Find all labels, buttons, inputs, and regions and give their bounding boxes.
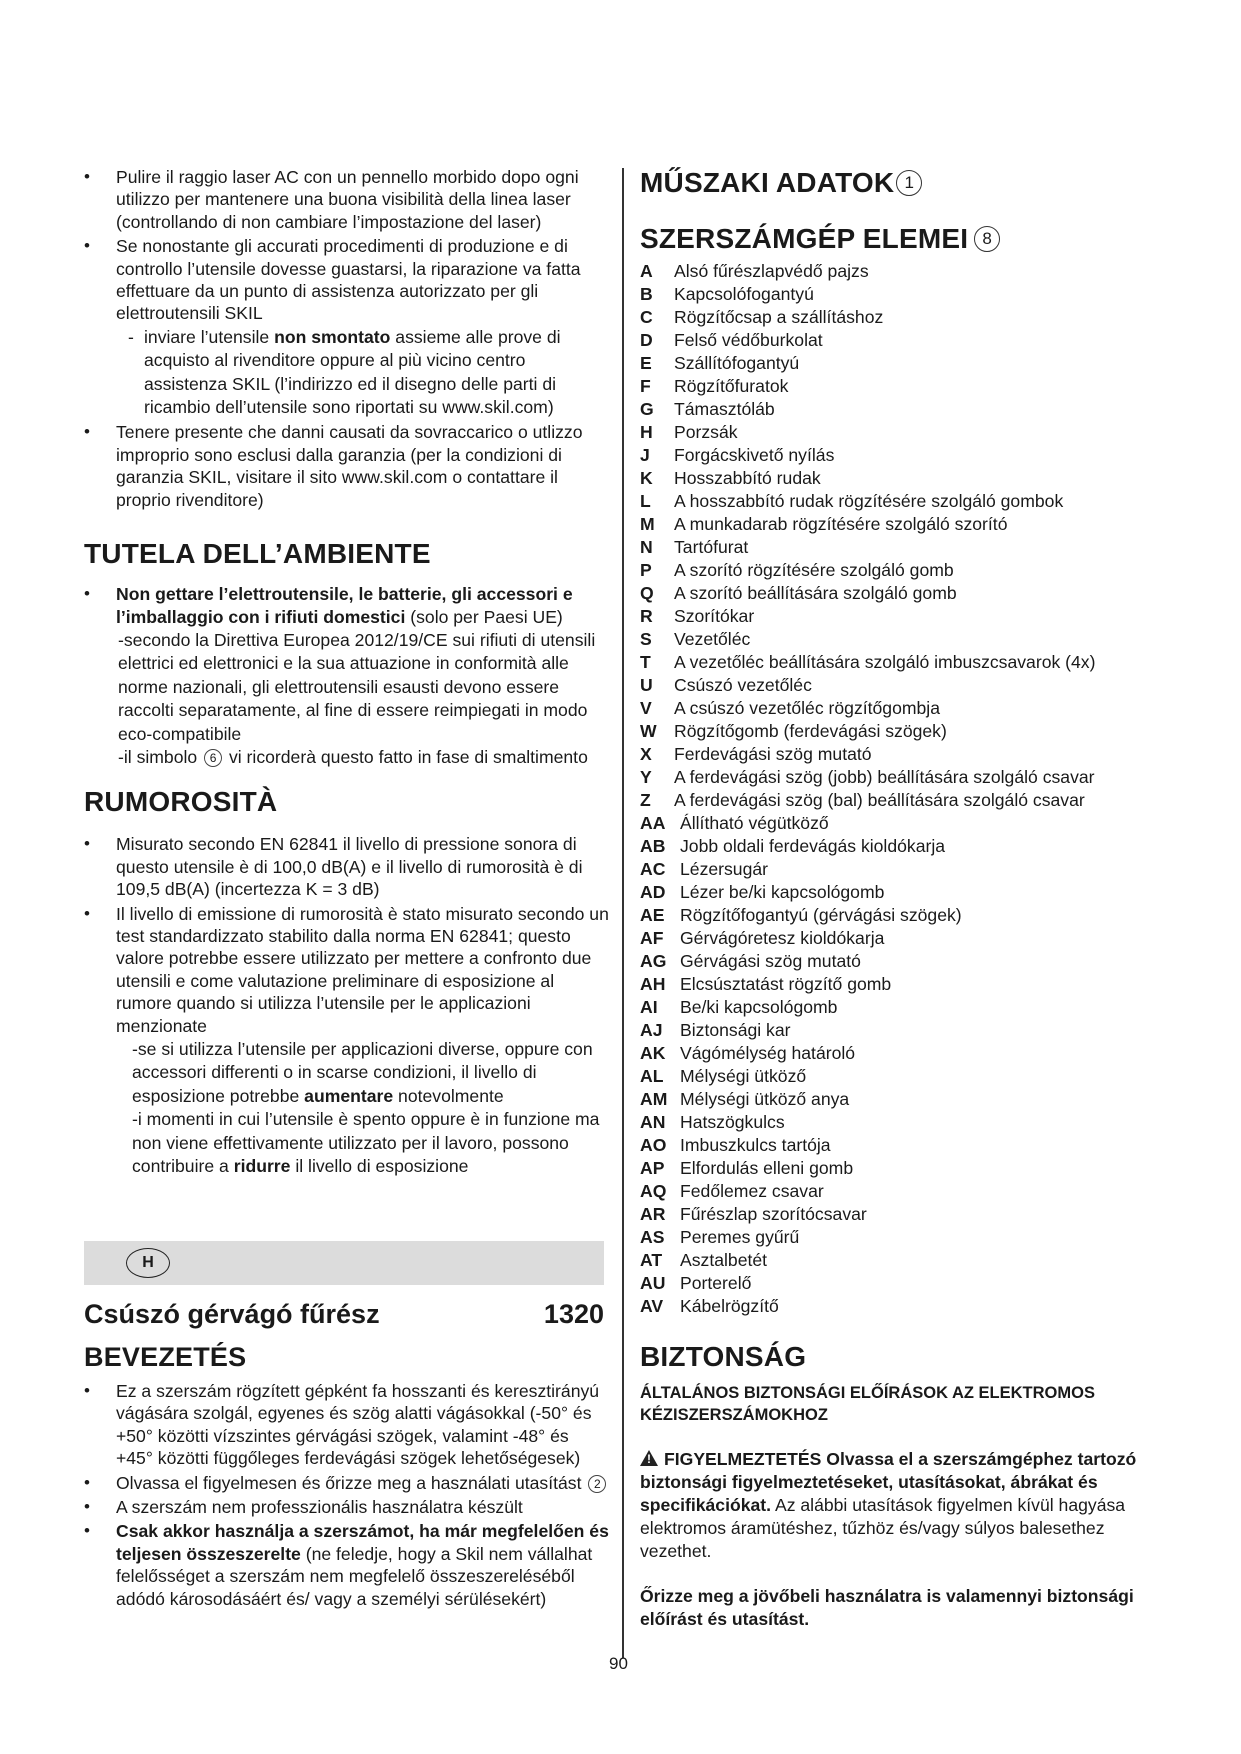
part-code: AH [640,974,666,994]
safety-keep-instructions: Őrizze meg a jövőbeli használatra is valamennyi biztonsági előírást és utasítást. [640,1586,1134,1629]
part-item [640,1203,1160,1226]
part-item [640,1065,1160,1088]
part-label: Vezetőléc [674,629,751,649]
part-item [640,1157,1160,1180]
part-code: N [640,537,653,557]
safety-warning: !FIGYELMEZTETÉS Olvassa el a szerszámgéphez tartozó biztonsági figyelmeztetéseket, utasításokat, ábrákat és specifikációkat. Az alábbi utasítások figyelmen kívül hagyása elektromos áramütéshez, tűzhöz és/vagy súlyos balesethez vezethet. [640,1448,1160,1563]
part-label: Rögzítőgomb (ferdevágási szögek) [674,721,947,741]
list-item: • Se nonostante gli accurati procedimenti di produzione e di controllo l’utensile dovesse guastarsi, la riparazione va fatta effettuare da un punto di assistenza autorizzato per gli elettroutensili SKIL - inviare l’utensile non smontato assieme alle prove di acquisto al rivenditore oppure al più vicino centro assistenza SKIL (l’indirizzo ed il disegno delle parti di ricambio dell’utensile sono riportati su www.skil.com) [84,235,609,419]
language-code-badge: H [126,1248,170,1278]
part-label: Rögzítőfuratok [674,376,789,396]
part-code: R [640,606,653,626]
part-code: AI [640,997,658,1017]
part-label: Ferdevágási szög mutató [674,744,872,764]
maintenance-list [84,166,609,511]
intro-list [84,1380,609,1610]
part-item [640,628,1160,651]
part-item [640,398,1160,421]
part-item [640,444,1160,467]
part-code: L [640,491,651,511]
part-item [640,421,1160,444]
safety-subtitle: ÁLTALÁNOS BIZTONSÁGI ELŐÍRÁSOK AZ ELEKTROMOS KÉZISZERSZÁMOKHOZ [640,1384,1095,1424]
part-item [640,651,1160,674]
part-label: Tartófurat [674,537,749,557]
part-item [640,996,1160,1019]
part-code: AU [640,1273,666,1293]
part-label: Elfordulás elleni gomb [680,1158,854,1178]
part-label: A ferdevágási szög (bal) beállítására szolgáló csavar [674,790,1085,810]
part-item [640,1134,1160,1157]
part-item [640,329,1160,352]
part-item [640,858,1160,881]
part-code: H [640,422,653,442]
part-label: Hatszögkulcs [680,1112,785,1132]
part-code: T [640,652,651,672]
section-title-environment: TUTELA DELL’AMBIENTE [84,538,431,570]
part-code: AF [640,928,664,948]
part-label: A szorító beállítására szolgáló gomb [674,583,957,603]
right-column [640,166,1160,1631]
part-item [640,1226,1160,1249]
part-code: AB [640,836,666,856]
part-item [640,306,1160,329]
part-item [640,697,1160,720]
part-code: A [640,261,653,281]
part-item [640,743,1160,766]
list-item: • Csak akkor használja a szerszámot, ha már megfelelően és teljesen összeszerelte (ne feledje, hogy a Skil nem vállalhat felelősséget a szerszám nem megfelelő összeszereléséből adódó károsodásáért és/ vagy a személyi sérülésekért) [84,1520,609,1610]
part-item [640,260,1160,283]
part-code: AP [640,1158,665,1178]
part-item [640,720,1160,743]
part-code: C [640,307,653,327]
part-code: AM [640,1089,668,1109]
section-title-safety: BIZTONSÁG [640,1341,807,1372]
part-label: Gérvágóretesz kioldókarja [680,928,885,948]
section-title-parts: SZERSZÁMGÉP ELEMEI 8 [640,222,1160,256]
part-label: A hosszabbító rudak rögzítésére szolgáló gombok [674,491,1064,511]
part-label: Lézersugár [680,859,769,879]
part-item [640,766,1160,789]
part-label: Szorítókar [674,606,755,626]
part-item [640,490,1160,513]
part-label: Vágómélység határoló [680,1043,856,1063]
parts-list [640,260,1160,1318]
part-label: Fűrészlap szorítócsavar [680,1204,867,1224]
part-code: AL [640,1066,664,1086]
part-code: J [640,445,650,465]
part-label: Csúszó vezetőléc [674,675,812,695]
part-item [640,582,1160,605]
list-item: • Ez a szerszám rögzített gépként fa hosszanti és keresztirányú vágására szolgál, egyenes és szög alatti vágásokkal (-50° és +50° közötti vízszintes gérvágási szögek, valamint -48° és +45° közötti függőleges ferdevágási szögek lehetőségesek) [84,1380,609,1470]
sub-list-item: -secondo la Direttiva Europea 2012/19/CE sui rifiuti di utensili elettrici ed elettronici e la sua attuazione in conformità alle norme nazionali, gli elettroutensili esausti devono essere raccolti separatamente, al fine di essere reimpiegati in modo eco-compatibile [118,629,596,744]
part-code: AA [640,813,666,833]
product-name: Csúszó gérvágó fűrész [84,1299,380,1329]
part-item [640,927,1160,950]
part-code: AJ [640,1020,663,1040]
part-item [640,1272,1160,1295]
section-title-intro: BEVEZETÉS [84,1342,247,1372]
part-code: AO [640,1135,667,1155]
part-item [640,605,1160,628]
part-label: Forgácskivető nyílás [674,445,835,465]
list-item: • Il livello di emissione di rumorosità è stato misurato secondo un test standardizzato stabilito dalla norma EN 62841; questo valore potrebbe essere utilizzato per mettere a confronto due utensili e come valutazione preliminare di esposizione al rumore quando si utilizza l’utensile per le applicazioni menzionate -se si utilizza l’utensile per applicazioni diverse, oppure con accessori differenti o in scarse condizioni, il livello di esposizione potrebbe aumentare notevolmente -i momenti in cui l’utensile è spento oppure è in funzione ma non viene effettivamente utilizzato per il lavoro, possono contribuire a ridurre il livello di esposizione [84,903,609,1179]
list-item: • A szerszám nem professzionális használatra készült [84,1496,609,1518]
part-item [640,973,1160,996]
list-item: • Pulire il raggio laser AC con un pennello morbido dopo ogni utilizzo per mantenere una buona visibilità della linea laser (controllando di non cambiare l’impostazione del laser) [84,166,609,233]
part-label: A csúszó vezetőléc rögzítőgombja [674,698,941,718]
part-code: B [640,284,653,304]
part-item [640,1042,1160,1065]
part-label: Hosszabbító rudak [674,468,821,488]
language-bar [84,1241,604,1285]
figure-reference: 2 [588,1475,606,1493]
part-item [640,513,1160,536]
part-code: AE [640,905,665,925]
part-code: P [640,560,652,580]
part-label: Imbuszkulcs tartója [680,1135,831,1155]
part-label: Rögzítőfogantyú (gérvágási szögek) [680,905,962,925]
part-label: Szállítófogantyú [674,353,800,373]
part-code: F [640,376,651,396]
part-code: W [640,721,657,741]
list-item: • Misurato secondo EN 62841 il livello di pressione sonora di questo utensile è di 100,0 dB(A) e il livello di rumorosità è di 109,5 dB(A) (incertezza K = 3 dB) [84,833,609,900]
part-code: AS [640,1227,665,1247]
part-label: Be/ki kapcsológomb [680,997,838,1017]
part-code: AG [640,951,667,971]
part-label: Kábelrögzítő [680,1296,779,1316]
column-divider [622,168,624,1658]
part-code: AK [640,1043,666,1063]
sub-list [116,1038,609,1178]
part-code: AC [640,859,666,879]
part-item [640,950,1160,973]
part-label: Mélységi ütköző [680,1066,807,1086]
part-label: Jobb oldali ferdevágás kioldókarja [680,836,946,856]
sub-list-item: -i momenti in cui l’utensile è spento oppure è in funzione ma non viene effettivamente utilizzato per il lavoro, possono contribuire a ridurre il livello di esposizione [132,1109,600,1177]
part-label: Peremes gyűrű [680,1227,800,1247]
part-label: A ferdevágási szög (jobb) beállítására szolgáló csavar [674,767,1095,787]
part-label: Felső védőburkolat [674,330,823,350]
part-item [640,881,1160,904]
part-item [640,1295,1160,1318]
part-item [640,1019,1160,1042]
sub-list [116,326,609,420]
part-label: Biztonsági kar [680,1020,791,1040]
figure-reference: 6 [204,749,222,767]
part-label: A szorító rögzítésére szolgáló gomb [674,560,954,580]
section-title-tech-data: MŰSZAKI ADATOK 1 [640,166,1160,200]
part-item [640,812,1160,835]
part-item [640,1088,1160,1111]
part-item [640,536,1160,559]
part-label: Rögzítőcsap a szállításhoz [674,307,884,327]
part-label: Lézer be/ki kapcsológomb [680,882,885,902]
part-item [640,674,1160,697]
part-code: K [640,468,653,488]
product-title [84,1298,604,1330]
part-code: Q [640,583,654,603]
part-code: G [640,399,654,419]
part-label: Fedőlemez csavar [680,1181,824,1201]
part-item [640,835,1160,858]
part-code: M [640,514,655,534]
figure-reference: 8 [974,226,1000,252]
part-code: X [640,744,652,764]
page-number: 90 [609,1654,628,1673]
list-item: • Olvassa el figyelmesen és őrizze meg a használati utasítást 2 [84,1472,609,1494]
part-item [640,559,1160,582]
warning-icon [640,1450,658,1466]
figure-reference: 1 [896,170,922,196]
part-code: Z [640,790,651,810]
noise-list [84,833,609,1178]
part-item [640,1111,1160,1134]
intro-section [84,1340,609,1612]
list-item: • Tenere presente che danni causati da sovraccarico o utlizzo improprio sono esclusi dalla garanzia (per la condizioni di garanzia SKIL, visitare il sito www.skil.com o contattare il proprio rivenditore) [84,421,609,511]
part-code: AR [640,1204,666,1224]
left-column [84,166,609,1180]
part-label: Asztalbetét [680,1250,768,1270]
part-code: Y [640,767,652,787]
sub-list-item: -se si utilizza l’utensile per applicazioni diverse, oppure con accessori differenti o in scarse condizioni, il livello di esposizione potrebbe aumentare notevolmente [132,1039,593,1106]
sub-list-item: -il simbolo 6 vi ricorderà questo fatto in fase di smaltimento [118,746,588,767]
part-item [640,904,1160,927]
product-number: 1320 [543,1299,604,1329]
part-item [640,375,1160,398]
part-code: V [640,698,652,718]
part-code: AV [640,1296,664,1316]
part-code: U [640,675,653,695]
part-label: Elcsúsztatást rögzítő gomb [680,974,892,994]
part-code: AD [640,882,666,902]
part-code: S [640,629,652,649]
part-item [640,789,1160,812]
part-code: E [640,353,652,373]
part-label: A vezetőléc beállítására szolgáló imbuszcsavarok (4x) [674,652,1096,672]
part-label: Gérvágási szög mutató [680,951,861,971]
part-code: D [640,330,653,350]
part-label: Porterelő [680,1273,752,1293]
part-label: Porzsák [674,422,738,442]
sub-list [116,629,609,769]
part-label: Alsó fűrészlapvédő pajzs [674,261,869,281]
list-item: • Non gettare l’elettroutensile, le batterie, gli accessori e l’imballaggio con i rifiuti domestici (solo per Paesi UE) -secondo la Direttiva Europea 2012/19/CE sui rifiuti di utensili elettrici ed elettronici e la sua attuazione in conformità alle norme nazionali, gli elettroutensili esausti devono essere raccolti separatamente, al fine di essere reimpiegati in modo eco-compatibile -il simbolo 6 vi ricorderà questo fatto in fase di smaltimento [84,583,609,769]
part-item [640,467,1160,490]
part-label: Kapcsolófogantyú [674,284,814,304]
part-code: AQ [640,1181,667,1201]
part-label: Állítható végütköző [680,813,829,833]
part-code: AT [640,1250,663,1270]
sub-list-item: - inviare l’utensile non smontato assieme alle prove di acquisto al rivenditore oppure al più vicino centro assistenza SKIL (l’indirizzo ed il disegno delle parti di ricambio dell’utensile sono riportati su www.skil.com) [128,326,561,418]
part-item [640,1249,1160,1272]
section-title-noise: RUMOROSITÀ [84,786,278,818]
part-code: AN [640,1112,666,1132]
part-label: A munkadarab rögzítésére szolgáló szorító [674,514,1008,534]
environment-list [84,583,609,769]
part-item [640,1180,1160,1203]
part-label: Mélységi ütköző anya [680,1089,850,1109]
part-label: Támasztóláb [674,399,775,419]
part-item [640,352,1160,375]
part-item [640,283,1160,306]
